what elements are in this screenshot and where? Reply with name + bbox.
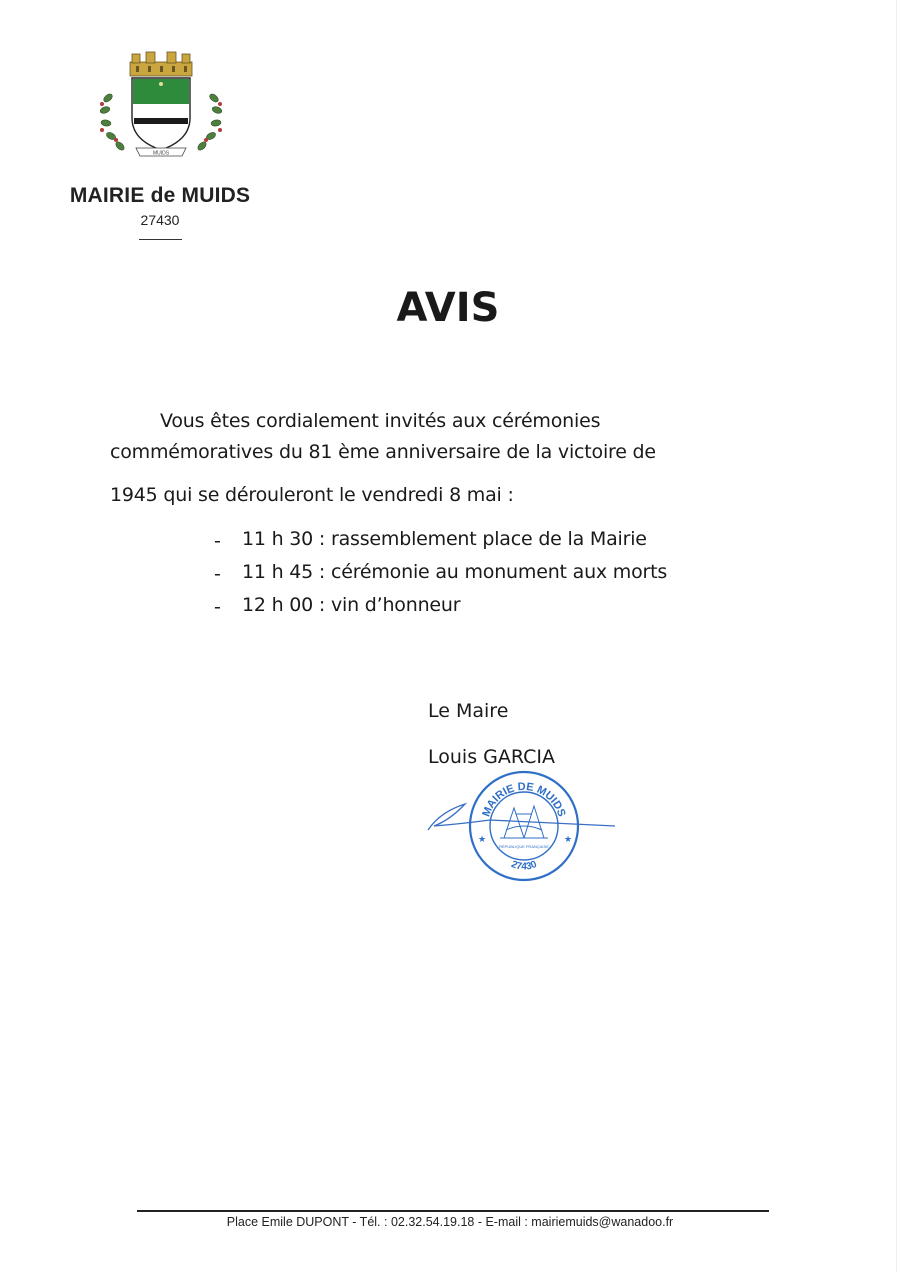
mairie-postal-code: 27430 <box>140 212 180 228</box>
official-stamp <box>420 768 620 888</box>
stamp-inner-text: RÉPUBLIQUE FRANÇAISE <box>499 844 549 849</box>
svg-text:★: ★ <box>478 834 487 844</box>
signature-name: Louis GARCIA <box>428 746 555 768</box>
stamp-bottom-arc-text: 27430 <box>509 858 539 873</box>
footer-divider <box>137 1210 769 1212</box>
stamp-top-arc-text: MAIRIE DE MUIDS <box>480 780 568 819</box>
schedule-bullet: - <box>214 596 221 618</box>
notice-line-3: 1945 qui se dérouleront le vendredi 8 mai : <box>110 484 514 506</box>
mairie-name: MAIRIE de MUIDS <box>69 184 251 207</box>
header-divider <box>139 239 182 240</box>
notice-line-1: Vous êtes cordialement invités aux cérémonies <box>160 410 601 432</box>
page-edge <box>896 0 897 1272</box>
schedule-bullet: - <box>214 530 221 552</box>
signature-title: Le Maire <box>428 700 509 722</box>
coat-of-arms-crest <box>96 48 226 168</box>
crest-banner-text: MUIDS <box>152 150 170 157</box>
footer-contact: Place Emile DUPONT - Tél. : 02.32.54.19.18 - E-mail : mairiemuids@wanadoo.fr <box>226 1215 674 1229</box>
svg-text:★: ★ <box>564 834 573 844</box>
notice-line-2: commémoratives du 81 ème anniversaire de la victoire de <box>110 441 656 463</box>
notice-title: AVIS <box>396 285 500 331</box>
schedule-text: 11 h 30 : rassemblement place de la Mairie <box>242 528 647 550</box>
schedule-text: 11 h 45 : cérémonie au monument aux morts <box>242 561 668 583</box>
schedule-text: 12 h 00 : vin d’honneur <box>242 594 461 616</box>
schedule-bullet: - <box>214 563 221 585</box>
